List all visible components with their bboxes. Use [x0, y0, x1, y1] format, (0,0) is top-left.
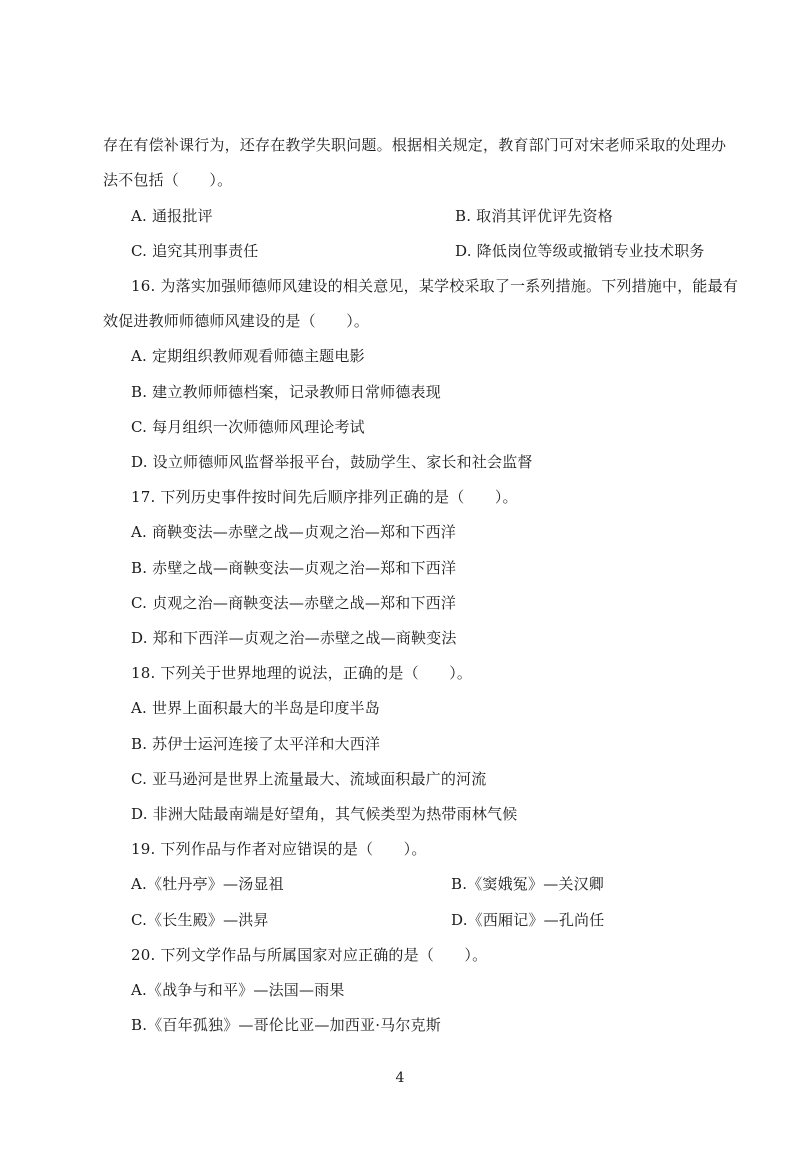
q15-option-c: C. 追究其刑事责任: [131, 242, 259, 260]
q16-option-b: B. 建立教师师德档案，记录教师日常师德表现: [131, 383, 441, 401]
q19-option-c: C.《长生殿》—洪昇: [131, 911, 269, 929]
q18-stem: 18. 下列关于世界地理的说法，正确的是（ ）。: [131, 664, 473, 682]
q18-option-c: C. 亚马逊河是世界上流量最大、流域面积最广的河流: [131, 770, 487, 788]
q15-option-d: D. 降低岗位等级或撤销专业技术职务: [455, 242, 705, 260]
q20-stem: 20. 下列文学作品与所属国家对应正确的是（ ）。: [131, 946, 488, 964]
q18-option-d: D. 非洲大陆最南端是好望角，其气候类型为热带雨林气候: [131, 805, 518, 823]
q17-option-d: D. 郑和下西洋—贞观之治—赤壁之战—商鞅变法: [131, 629, 457, 647]
q19-option-b: B.《窦娥冤》—关汉卿: [451, 875, 604, 893]
q16-stem-line-2: 效促进教师师德师风建设的是（ ）。: [103, 312, 370, 330]
q16-option-a: A. 定期组织教师观看师德主题电影: [131, 347, 365, 365]
q20-option-b: B.《百年孤独》—哥伦比亚—加西亚·马尔克斯: [131, 1016, 441, 1034]
q19-option-a: A.《牡丹亭》—汤显祖: [131, 875, 284, 893]
q16-option-c: C. 每月组织一次师德师风理论考试: [131, 418, 365, 436]
q17-option-c: C. 贞观之治—商鞅变法—赤壁之战—郑和下西洋: [131, 594, 457, 612]
q15-continuation-line-1: 存在有偿补课行为，还存在教学失职问题。根据相关规定，教育部门可对宋老师采取的处理办: [103, 136, 727, 154]
q15-option-a: A. 通报批评: [131, 207, 213, 225]
q15-option-b: B. 取消其评优评先资格: [455, 207, 613, 225]
q16-stem-line-1: 16. 为落实加强师德师风建设的相关意见，某学校采取了一系列措施。下列措施中，能最有: [131, 277, 739, 295]
q15-continuation-line-2: 法不包括（ ）。: [103, 171, 233, 189]
q20-option-a: A.《战争与和平》—法国—雨果: [131, 981, 345, 999]
q19-option-d: D.《西厢记》—孔尚任: [451, 911, 605, 929]
q17-stem: 17. 下列历史事件按时间先后顺序排列正确的是（ ）。: [131, 488, 518, 506]
q19-stem: 19. 下列作品与作者对应错误的是（ ）。: [131, 840, 427, 858]
q16-option-d: D. 设立师德师风监督举报平台，鼓励学生、家长和社会监督: [131, 453, 533, 471]
q18-option-a: A. 世界上面积最大的半岛是印度半岛: [131, 699, 380, 717]
q17-option-b: B. 赤壁之战—商鞅变法—贞观之治—郑和下西洋: [131, 559, 457, 577]
q18-option-b: B. 苏伊士运河连接了太平洋和大西洋: [131, 735, 381, 753]
q17-option-a: A. 商鞅变法—赤壁之战—贞观之治—郑和下西洋: [131, 523, 456, 541]
page-number: 4: [395, 1070, 405, 1086]
